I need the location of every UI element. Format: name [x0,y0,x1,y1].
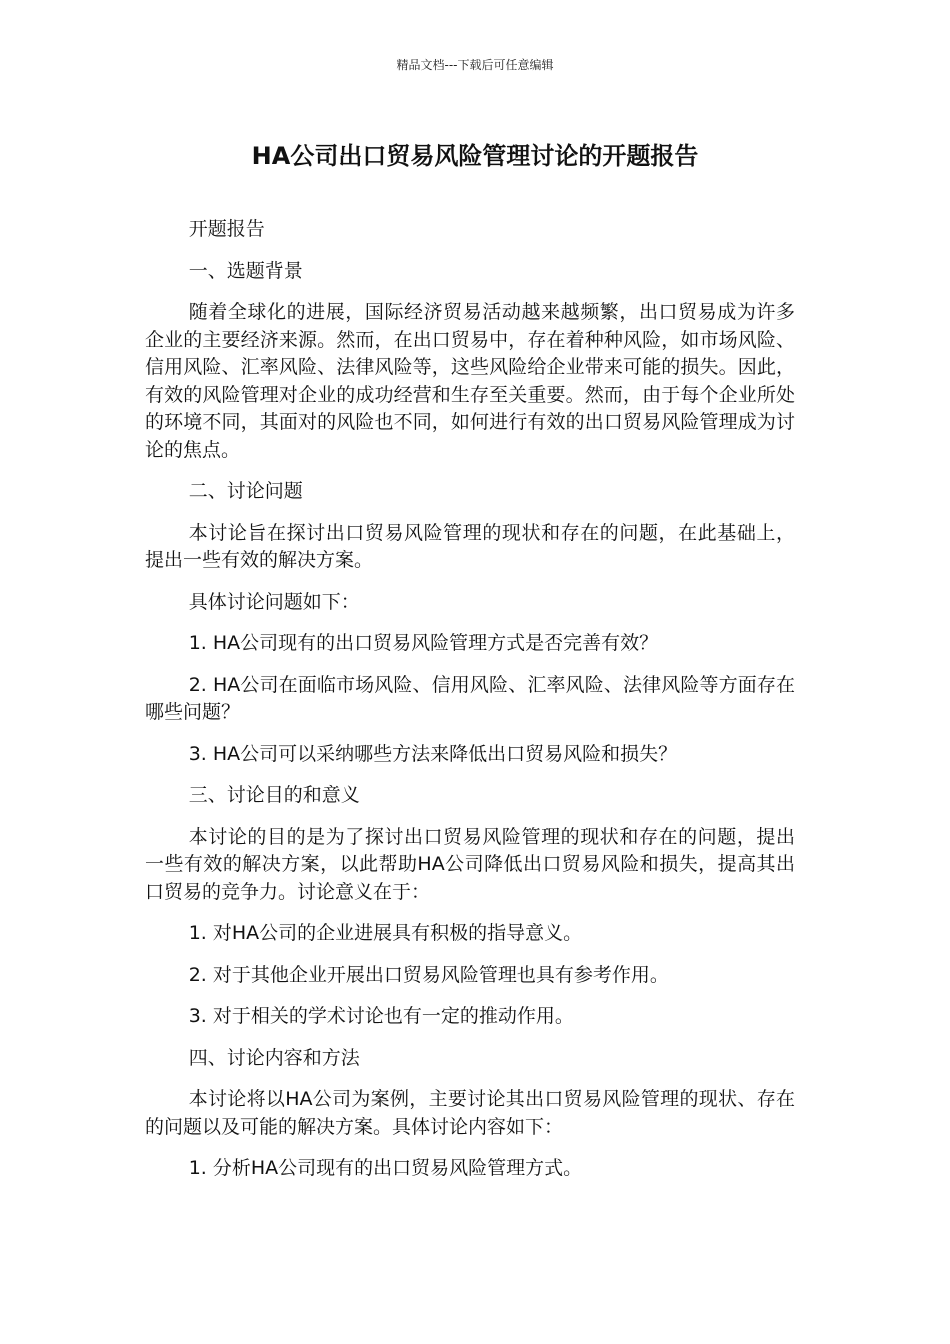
list-item-significance-3: 3. 对于相关的学术讨论也有一定的推动作用。 [188,1005,574,1027]
list-item-question-1: 1. HA公司现有的出口贸易风险管理方式是否完善有效？ [188,632,659,654]
paragraph-background: 随着全球化的进展，国际经济贸易活动越来越频繁，出口贸易成为许多企业的主要经济来源。然而，在出口贸易中，存在着种种风险，如市场风险、信用风险、汇率风险、法律风险等，这些风险给企业带来可能的损失。因此，有效的风险管理对企业的成功经营和生存至关重要。然而，由于每个企业所处的环境不同，其面对的风险也不同，如何进行有效的出口贸易风险管理成为讨论的焦点。 [145,301,795,461]
paragraph-questions-intro: 本讨论旨在探讨出口贸易风险管理的现状和存在的问题，在此基础上，提出一些有效的解决方案。 [145,521,795,571]
paragraph-content: 本讨论将以HA公司为案例，主要讨论其出口贸易风险管理的现状、存在的问题以及可能的解决方案。具体讨论内容如下： [145,1088,795,1138]
document-title: HA公司出口贸易风险管理讨论的开题报告 [251,142,699,170]
section-heading-questions: 二、讨论问题 [188,480,303,502]
section-heading-purpose: 三、讨论目的和意义 [188,784,360,806]
list-item-content-1: 1. 分析HA公司现有的出口贸易风险管理方式。 [188,1157,583,1179]
section-heading-background: 一、选题背景 [188,259,303,282]
list-item-significance-1: 1. 对HA公司的企业进展具有积极的指导意义。 [188,922,583,944]
document-body [145,216,795,1197]
report-label: 开题报告 [188,218,265,240]
paragraph-purpose: 本讨论的目的是为了探讨出口贸易风险管理的现状和存在的问题，提出一些有效的解决方案，以此帮助HA公司降低出口贸易风险和损失，提高其出口贸易的竞争力。讨论意义在于： [145,825,795,903]
list-item-question-2: 2. HA公司在面临市场风险、信用风险、汇率风险、法律风险等方面存在哪些问题？ [145,673,795,723]
list-item-significance-2: 2. 对于其他企业开展出口贸易风险管理也具有参考作用。 [188,963,669,986]
paragraph-questions-lead: 具体讨论问题如下： [188,590,360,613]
section-heading-content-method: 四、讨论内容和方法 [188,1046,360,1069]
list-item-question-3: 3. HA公司可以采纳哪些方法来降低出口贸易风险和损失？ [188,742,678,765]
page-header: 精品文档---下载后可任意编辑 [396,58,554,72]
